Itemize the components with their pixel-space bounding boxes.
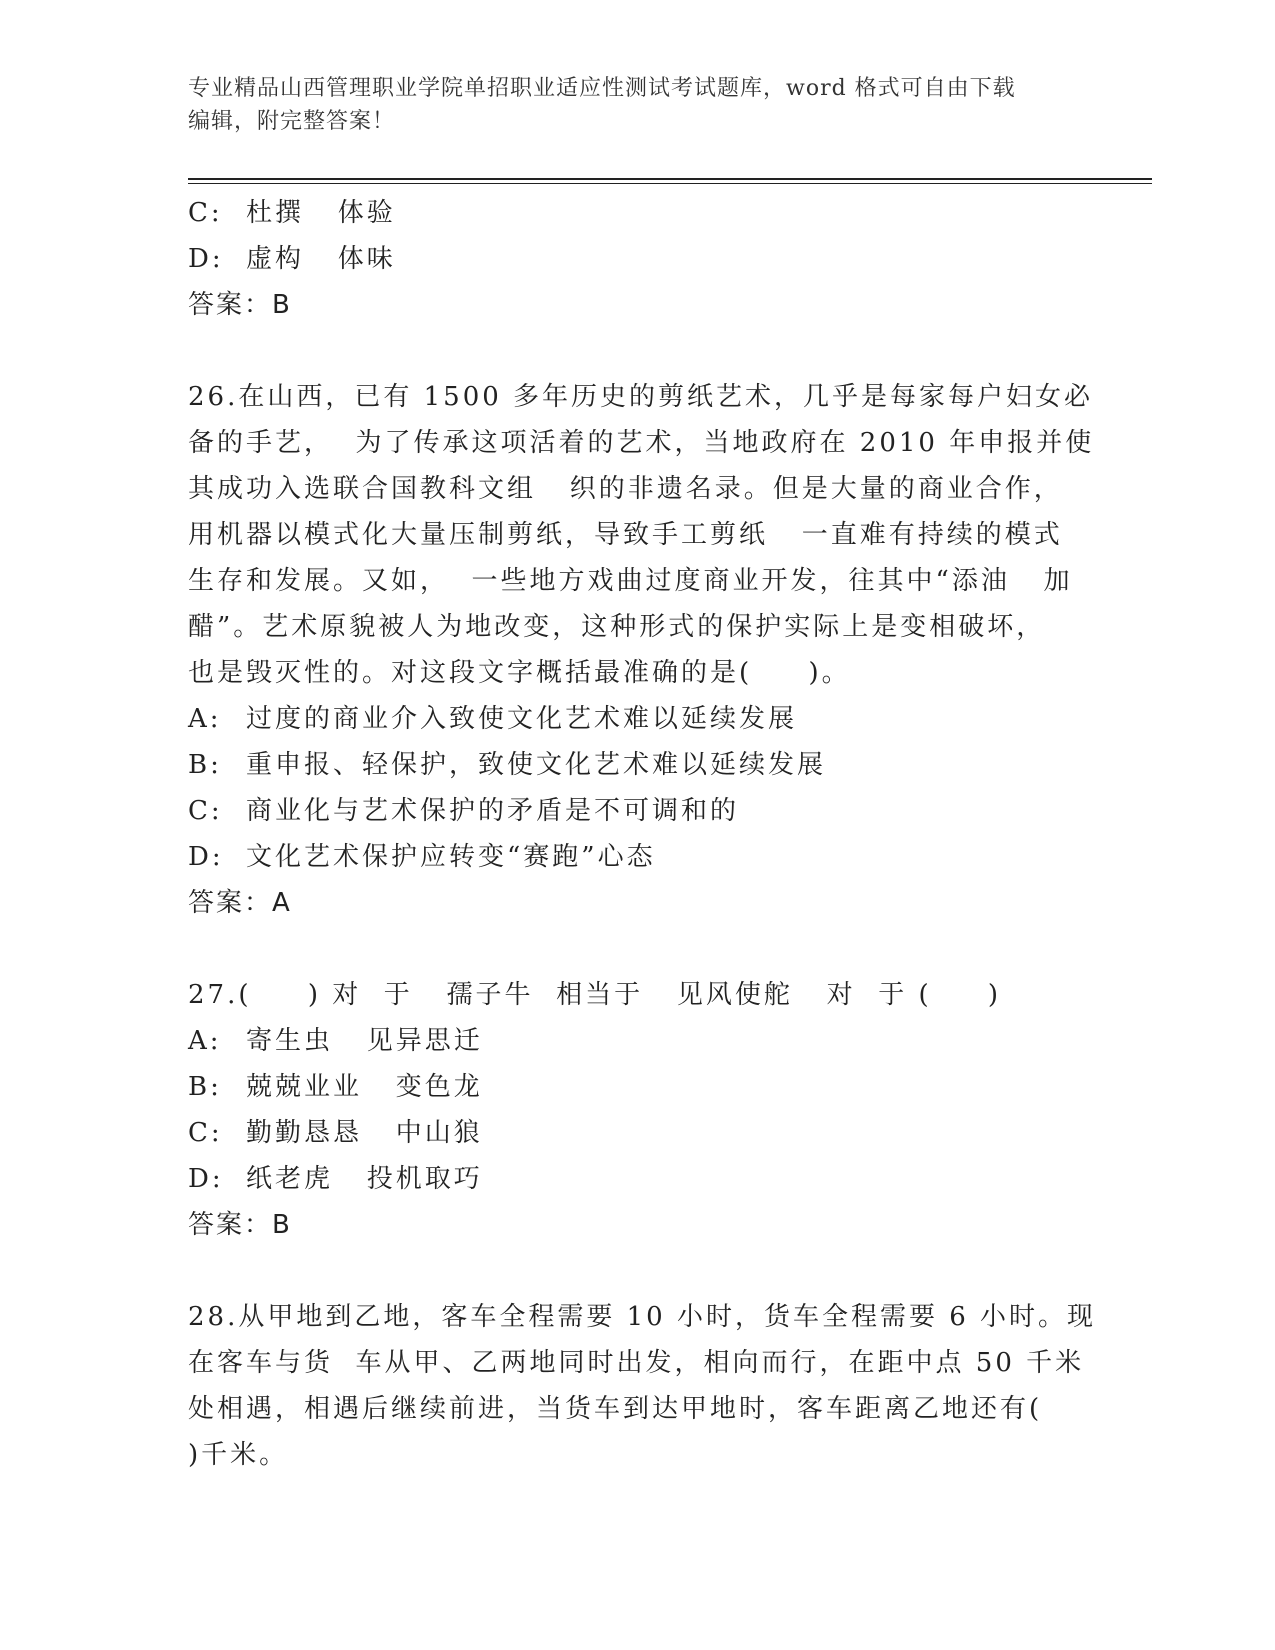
option-text: 杜撰 体验 xyxy=(246,198,396,228)
option-text: 兢兢业业 变色龙 xyxy=(246,1072,483,1102)
question-text-line: 处相遇，相遇后继续前进，当货车到达甲地时，客车距离乙地还有( xyxy=(188,1394,1043,1424)
question-28 xyxy=(188,1294,1097,1478)
header-line-1: 专业精品山西管理职业学院单招职业适应性测试考试题库，word 格式可自由下载 xyxy=(188,76,1016,101)
question-text-line: 其成功入选联合国教科文组 织的非遗名录。但是大量的商业合作， xyxy=(188,474,1063,504)
header-line-2: 编辑，附完整答案！ xyxy=(188,109,396,134)
option-d xyxy=(188,1156,1088,1202)
question-text-line: 备的手艺， 为了传承这项活着的艺术，当地政府在 2010 年申报并使 xyxy=(188,428,1095,458)
question-text-line: 28.从甲地到乙地，客车全程需要 10 小时，货车全程需要 6 小时。现 xyxy=(188,1302,1097,1332)
option-text: 商业化与艺术保护的矛盾是不可调和的 xyxy=(246,796,740,826)
option-label: C: xyxy=(188,198,223,228)
question-text-line: 生存和发展。又如， 一些地方戏曲过度商业开发，往其中“添油 加 xyxy=(188,566,1073,596)
header-divider-thick xyxy=(188,178,1152,180)
document-header xyxy=(188,72,1068,138)
question-text-line: 醋”。艺术原貌被人为地改变，这种形式的保护实际上是变相破坏， xyxy=(188,612,1046,642)
question-text-line: )千米。 xyxy=(188,1440,289,1470)
answer-line: 答案：A xyxy=(188,888,292,918)
option-label: C: xyxy=(188,1118,223,1148)
question-text-line: 26.在山西，已有 1500 多年历史的剪纸艺术，几乎是每家每户妇女必 xyxy=(188,382,1094,412)
question-25-tail xyxy=(188,190,1088,328)
answer-line: 答案：B xyxy=(188,290,292,320)
option-c xyxy=(188,190,1088,236)
option-text: 重申报、轻保护，致使文化艺术难以延续发展 xyxy=(246,750,827,780)
option-label: D: xyxy=(188,1164,224,1194)
option-d xyxy=(188,834,1088,880)
option-d xyxy=(188,236,1088,282)
option-b xyxy=(188,1064,1088,1110)
option-label: B: xyxy=(188,750,222,780)
question-27 xyxy=(188,972,1088,1248)
option-c xyxy=(188,1110,1088,1156)
option-text: 寄生虫 见异思迁 xyxy=(246,1026,483,1056)
option-label: A: xyxy=(188,1026,222,1056)
question-text-line: 27.( ) 对 于 孺子牛 相当于 见风使舵 对 于 ( ) xyxy=(188,980,1002,1010)
question-text-line: 在客车与货 车从甲、乙两地同时出发，相向而行，在距中点 50 千米 xyxy=(188,1348,1085,1378)
option-text: 纸老虎 投机取巧 xyxy=(246,1164,483,1194)
option-text: 勤勤恳恳 中山狼 xyxy=(246,1118,483,1148)
option-c xyxy=(188,788,1088,834)
option-text: 虚构 体味 xyxy=(246,244,396,274)
header-divider-thin xyxy=(188,183,1152,184)
option-label: D: xyxy=(188,244,224,274)
option-label: D: xyxy=(188,842,224,872)
option-a xyxy=(188,1018,1088,1064)
question-26 xyxy=(188,374,1095,926)
question-text-line: 也是毁灭性的。对这段文字概括最准确的是( )。 xyxy=(188,658,851,688)
answer-line: 答案：B xyxy=(188,1210,292,1240)
option-b xyxy=(188,742,1088,788)
option-text: 文化艺术保护应转变“赛跑”心态 xyxy=(246,842,656,872)
option-label: C: xyxy=(188,796,223,826)
question-text-line: 用机器以模式化大量压制剪纸，导致手工剪纸 一直难有持续的模式 xyxy=(188,520,1063,550)
question-content xyxy=(188,190,1097,1478)
option-label: A: xyxy=(188,704,222,734)
option-label: B: xyxy=(188,1072,222,1102)
option-text: 过度的商业介入致使文化艺术难以延续发展 xyxy=(246,704,798,734)
option-a xyxy=(188,696,1088,742)
